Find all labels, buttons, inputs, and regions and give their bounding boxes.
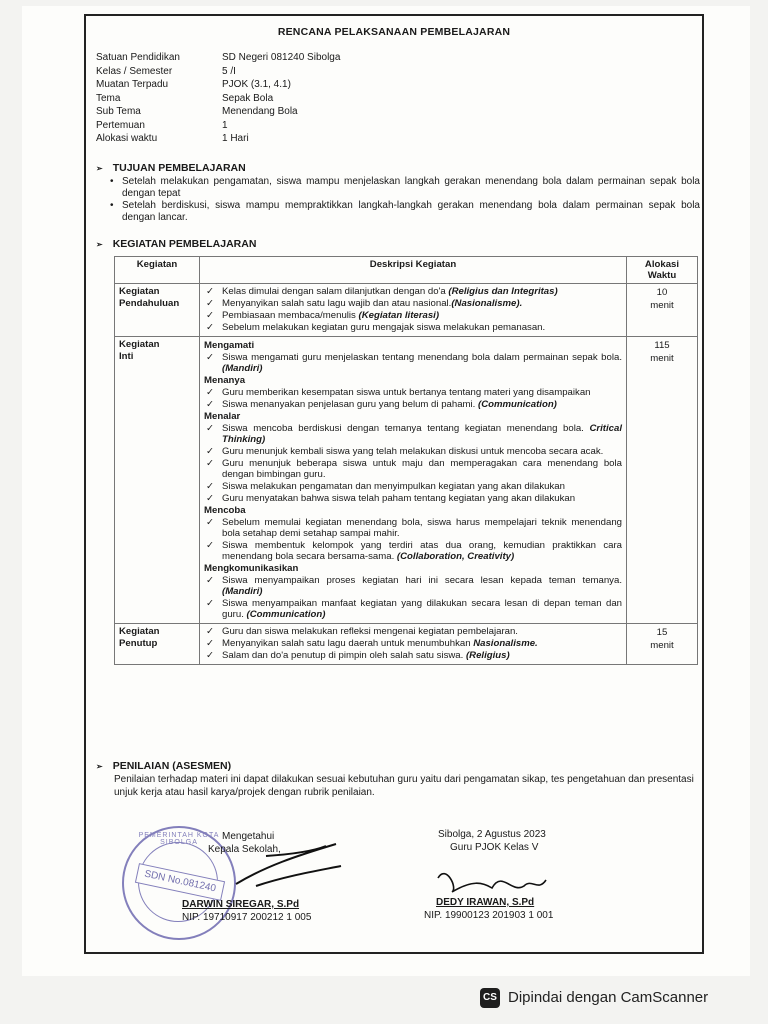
signature-right: Sibolga, 2 Agustus 2023 Guru PJOK Kelas V bbox=[438, 829, 546, 853]
step-menalar: Menalar bbox=[204, 411, 241, 422]
activity-item: ✓ Siswa menanyakan penjelasan guru yang belum di pahami. (Communication) bbox=[206, 399, 557, 410]
identity-label: Kelas / Semester bbox=[96, 65, 173, 77]
stamp-ring-text: PEMERINTAH KOTA SIBOLGA bbox=[138, 832, 220, 846]
signature-right-name: DEDY IRAWAN, S.Pd NIP. 19900123 201903 1 001 bbox=[424, 897, 554, 921]
activity-item: ✓ Sebelum melakukan kegiatan guru mengajak siswa melakukan pemanasan. bbox=[206, 322, 546, 333]
stamp-box-text: SDN No.081240 bbox=[135, 863, 225, 901]
arrow-icon: ➢ bbox=[96, 762, 103, 771]
tujuan-item: • Setelah melakukan pengamatan, siswa mampu menjelaskan langkah gerakan menendang bola dalam permainan sepak bola dengan tepat bbox=[110, 176, 700, 199]
signature-left: Mengetahui Kepala Sekolah, bbox=[208, 831, 281, 855]
check-icon: ✓ bbox=[206, 493, 215, 504]
identity-label: Sub Tema bbox=[96, 106, 141, 117]
check-icon: ✓ bbox=[206, 626, 215, 637]
check-icon: ✓ bbox=[206, 598, 215, 609]
phase-inti: Kegiatan Inti bbox=[115, 337, 200, 624]
check-icon: ✓ bbox=[206, 423, 215, 434]
identity-value: 1 Hari bbox=[222, 133, 249, 144]
activity-item: ✓ Guru dan siswa melakukan refleksi mengenai kegiatan pembelajaran. bbox=[206, 626, 518, 637]
waktu-pendahuluan: 10 menit bbox=[627, 284, 698, 337]
kegiatan-heading: ➢ KEGIATAN PEMBELAJARAN bbox=[96, 238, 257, 250]
check-icon: ✓ bbox=[206, 352, 215, 363]
step-mencoba: Mencoba bbox=[204, 505, 246, 516]
check-icon: ✓ bbox=[206, 286, 215, 297]
penilaian-text: Penilaian terhadap materi ini dapat dilakukan sesuai kebutuhan guru yaitu dari pengamatan sikap, tes pengetahuan dan presentasi unjuk kerja atau hasil karya/projek dengan rubrik penilaian. bbox=[114, 774, 694, 798]
penilaian-section bbox=[96, 760, 696, 799]
identity-label: Muatan Terpadu bbox=[96, 79, 169, 90]
waktu-penutup: 15 menit bbox=[627, 624, 698, 665]
activity-item: ✓ Sebelum memulai kegiatan menendang bola, siswa harus mempelajari teknik menendang bola setahap demi setahap sampai mahir. bbox=[206, 517, 622, 539]
identity-value: Sepak Bola bbox=[222, 92, 274, 104]
kegiatan-table bbox=[114, 256, 698, 665]
bullet-icon: • bbox=[110, 200, 114, 211]
tujuan-heading: ➢ TUJUAN PEMBELAJARAN bbox=[96, 162, 246, 174]
check-icon: ✓ bbox=[206, 540, 215, 551]
step-mengamati: Mengamati bbox=[204, 340, 255, 351]
check-icon: ✓ bbox=[206, 481, 215, 492]
check-icon: ✓ bbox=[206, 446, 215, 457]
activity-item: ✓ Menyanyikan salah satu lagu wajib dan atau nasional.(Nasionalisme). bbox=[206, 298, 523, 309]
activity-item: ✓ Salam dan do'a penutup di pimpin oleh salah satu siswa. (Religius) bbox=[206, 650, 510, 661]
activity-item: ✓ Pembiasaan membaca/menulis (Kegiatan literasi) bbox=[206, 310, 440, 321]
check-icon: ✓ bbox=[206, 650, 215, 661]
identity-label: Satuan Pendidikan bbox=[96, 52, 180, 63]
identity-label: Alokasi waktu bbox=[96, 133, 158, 144]
activity-item: ✓ Siswa menyampaikan proses kegiatan hari ini secara lesan kepada teman temanya. (Mandiri) bbox=[206, 575, 622, 597]
document-frame bbox=[84, 14, 704, 954]
check-icon: ✓ bbox=[206, 575, 215, 586]
document-title: RENCANA PELAKSANAAN PEMBELAJARAN bbox=[277, 26, 511, 38]
check-icon: ✓ bbox=[206, 298, 215, 309]
check-icon: ✓ bbox=[206, 638, 215, 649]
step-mengkomunikasikan: Mengkomunikasikan bbox=[204, 563, 299, 574]
arrow-icon: ➢ bbox=[96, 240, 103, 249]
signature-left-scribble bbox=[226, 836, 346, 896]
check-icon: ✓ bbox=[206, 399, 215, 410]
penilaian-heading: ➢ PENILAIAN (ASESMEN) bbox=[96, 760, 232, 772]
identity-value: 5 /I bbox=[222, 65, 236, 77]
check-icon: ✓ bbox=[206, 387, 215, 398]
camscanner-logo-icon: CS bbox=[480, 988, 500, 1008]
check-icon: ✓ bbox=[206, 458, 215, 469]
tujuan-item: • Setelah berdiskusi, siswa mampu mempraktikkan langkah-langkah gerakan menendang bola dalam permainan sepak bola dengan lancar. bbox=[110, 200, 700, 223]
table-row bbox=[115, 284, 698, 337]
phase-penutup: Kegiatan Penutup bbox=[115, 624, 200, 665]
col-deskripsi: Deskripsi Kegiatan bbox=[200, 257, 627, 284]
identity-value: Menendang Bola bbox=[222, 106, 298, 117]
activity-item: ✓ Kelas dimulai dengan salam dilanjutkan dengan do'a (Religius dan Integritas) bbox=[206, 286, 558, 297]
activity-item: ✓ Siswa membentuk kelompok yang terdiri atas dua orang, kemudian praktikkan cara menendang bola secara bersama-sama. (Collaboration, Creativity) bbox=[206, 540, 622, 562]
table-row bbox=[115, 337, 698, 624]
deskripsi-inti bbox=[200, 337, 627, 624]
phase-pendahuluan: Kegiatan Pendahuluan bbox=[115, 284, 200, 337]
check-icon: ✓ bbox=[206, 310, 215, 321]
identity-value: 1 bbox=[222, 119, 228, 131]
identity-label: Tema bbox=[96, 92, 121, 104]
step-menanya: Menanya bbox=[204, 375, 246, 386]
signature-left-name: DARWIN SIREGAR, S.Pd NIP. 19710917 200212 1 005 bbox=[182, 899, 312, 923]
col-kegiatan: Kegiatan bbox=[115, 257, 200, 284]
activity-item: ✓ Guru menunjuk kembali siswa yang telah melakukan diskusi untuk mencoba secara acak. bbox=[206, 446, 604, 457]
check-icon: ✓ bbox=[206, 517, 215, 528]
identity-value: PJOK (3.1, 4.1) bbox=[222, 79, 291, 90]
activity-item: ✓ Siswa menyampaikan manfaat kegiatan yang dilakukan secara lesan di depan teman dan guru. (Communication) bbox=[206, 598, 622, 620]
deskripsi-penutup bbox=[200, 624, 627, 665]
identity-value: SD Negeri 081240 Sibolga bbox=[222, 52, 341, 63]
activity-item: ✓ Siswa mengamati guru menjelaskan tentang menendang bola dalam permainan sepak bola. (Mandiri) bbox=[206, 352, 622, 374]
table-row bbox=[115, 624, 698, 665]
identity-label: Pertemuan bbox=[96, 119, 145, 131]
waktu-inti: 115 menit bbox=[627, 337, 698, 624]
arrow-icon: ➢ bbox=[96, 164, 103, 173]
table-header-row bbox=[115, 257, 698, 284]
activity-item: ✓ Guru menunjuk beberapa siswa untuk maju dan memperagakan cara menendang bola dengan bimbingan guru. bbox=[206, 458, 622, 480]
camscanner-watermark: CS Dipindai dengan CamScanner bbox=[480, 988, 708, 1008]
deskripsi-pendahuluan bbox=[200, 284, 627, 337]
check-icon: ✓ bbox=[206, 322, 215, 333]
activity-item: ✓ Guru memberikan kesempatan siswa untuk bertanya tentang materi yang disampaikan bbox=[206, 387, 591, 398]
activity-item: ✓ Guru menyatakan bahwa siswa telah paham tentang kegiatan yang akan dilakukan bbox=[206, 493, 576, 504]
bullet-icon: • bbox=[110, 176, 114, 187]
signature-right-scribble bbox=[432, 858, 552, 898]
activity-item: ✓ Siswa melakukan pengamatan dan menyimpulkan kegiatan yang akan dilakukan bbox=[206, 481, 565, 492]
activity-item: ✓ Siswa mencoba berdiskusi dengan temanya tentang kegiatan menendang bola. Critical Thinking) bbox=[206, 423, 622, 445]
col-alokasi: Alokasi Waktu bbox=[627, 257, 698, 284]
activity-item: ✓ Menyanyikan salah satu lagu daerah untuk menumbuhkan Nasionalisme. bbox=[206, 638, 538, 649]
